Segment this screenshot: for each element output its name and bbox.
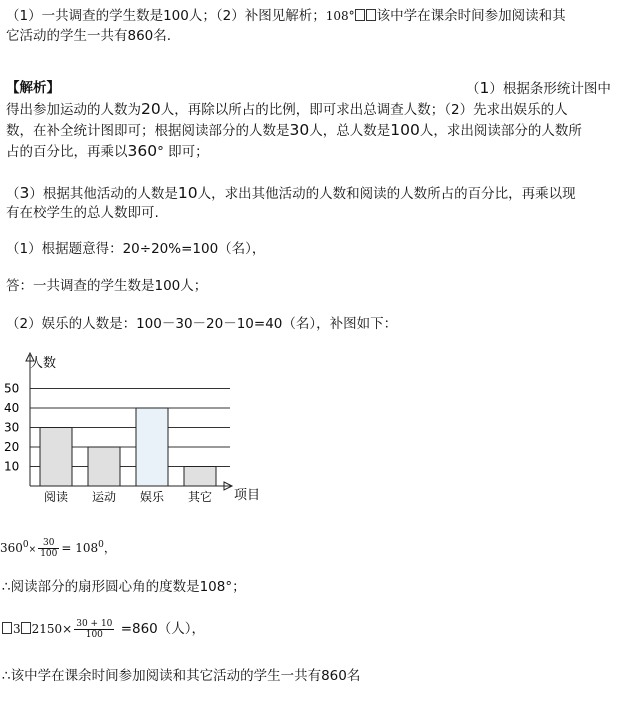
numerator: 30 [38,538,59,549]
y-axis-label: 人数 [30,356,57,371]
number: 3 [19,184,30,202]
text: 人，总人数是 [309,123,391,139]
punct: ， [103,541,116,555]
solution-step-2: 答：一共调查的学生数是100人； [6,278,208,294]
number: 1 [479,79,490,97]
fraction [74,619,114,640]
text: 占的百分比，再乘以 [6,144,128,160]
analysis-line-6: 有在校学生的总人数即可. [6,205,159,221]
text: ）根据条形统计图中 [489,81,611,97]
analysis-line-1 [466,78,611,99]
missing-glyph-icon [2,622,12,634]
superscript: 0 [22,540,29,550]
y-tick-label: 50 [4,381,20,396]
missing-glyph-icon [21,622,31,634]
superscript: 0 [98,540,104,550]
answer-text-b: 该中学在课余时间参加阅读和其 [376,8,566,24]
text: 数，在补全统计图即可；根据阅读部分的人数是 [6,123,290,139]
number: 20 [141,100,161,118]
numerator: 30 + 10 [76,619,113,629]
formula-degree [0,535,116,560]
answer-line-2: 它活动的学生一共有860名. [6,28,172,44]
y-tick-label: 30 [4,420,20,435]
y-tick-label: 40 [4,401,20,415]
y-tick-label: 10 [4,459,20,474]
formula-conclusion-2: ∴该中学在课余时间参加阅读和其它活动的学生一共有860名 [2,668,361,684]
bar-chart [0,345,280,510]
text: 人，再除以所占的比例，即可求出总调查人数；（2）先求出娱乐的人 [160,102,568,118]
times-sign: × [28,545,37,555]
analysis-line-5 [6,183,576,204]
formula-students [2,619,205,640]
paren: （ [6,186,20,202]
x-tick-label: 阅读 [43,490,69,504]
equals: = 108 [61,541,99,555]
number: 100 [390,121,420,139]
paren: （ [466,81,480,97]
denominator: 100 [85,630,103,640]
x-tick-label: 运动 [91,490,117,504]
x-tick-label: 其它 [187,490,213,504]
missing-glyph-icon [355,9,365,21]
formula-conclusion-1: ∴阅读部分的扇形圆心角的度数是108°； [2,579,246,595]
y-tick-label: 20 [4,440,20,454]
bar [184,467,216,487]
text: 得出参加运动的人数为 [6,102,141,118]
text: ° 即可； [157,144,209,160]
analysis-title: 【解析】 [6,80,60,96]
analysis-line-3 [6,120,582,141]
text: 人，求出其他活动的人数和阅读的人数所占的百分比，再乘以现 [197,186,576,202]
number: 3 [13,622,21,636]
number: 360 [127,142,158,160]
solution-step-3: （2）娱乐的人数是：100－30－20－10=40（名），补图如下： [6,316,398,332]
result: =860（人）， [116,621,206,637]
answer-degree: 108° [325,9,355,23]
answer-text-a: （1）一共调查的学生数是100人；（2）补图见解析； [6,8,326,24]
missing-glyph-icon [366,9,376,21]
bar [88,447,120,486]
denominator: 100 [40,549,58,559]
number: 360 [0,541,23,555]
answer-line-1 [6,6,566,26]
analysis-line-2 [6,99,568,120]
number: 30 [289,121,310,139]
x-tick-label: 娱乐 [139,490,165,504]
x-axis-label: 项目 [234,488,261,503]
text: ）根据其他活动的人数是 [29,186,178,202]
text: 人，求出阅读部分的人数所 [419,123,582,139]
number: 2150× [31,622,73,636]
solution-step-1: （1）根据题意得：20÷20%=100（名）， [6,241,266,257]
bar [136,408,168,486]
bar [40,428,72,487]
number: 10 [177,184,198,202]
analysis-line-4 [6,141,209,162]
fraction [38,538,59,559]
